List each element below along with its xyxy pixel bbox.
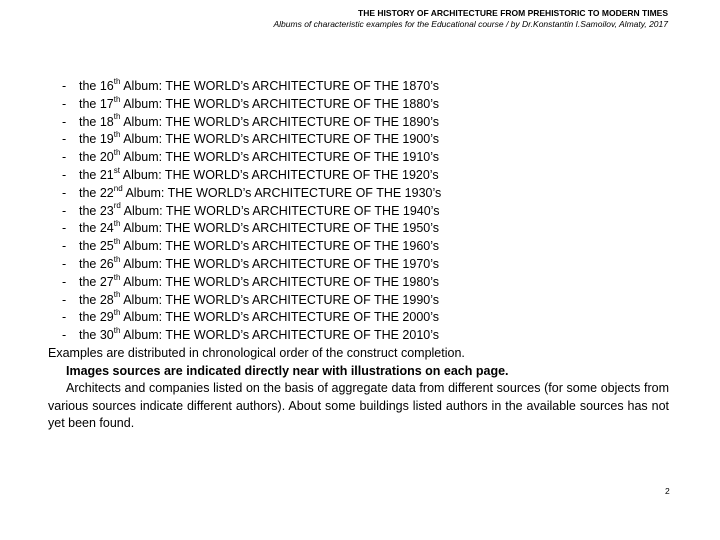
- list-item: [62, 167, 441, 185]
- list-item-text: [79, 327, 439, 345]
- album-title: Album: THE WORLD’s ARCHITECTURE OF THE 1940’s: [120, 203, 440, 218]
- list-item-text: [79, 185, 441, 203]
- album-title: Album: THE WORLD’s ARCHITECTURE OF THE 1900’s: [120, 132, 440, 147]
- album-ordinal-number: the 16: [79, 79, 114, 93]
- list-item-text: [79, 238, 439, 256]
- album-title: Album: THE WORLD’s ARCHITECTURE OF THE 1970’s: [120, 256, 440, 271]
- list-item: [62, 256, 441, 274]
- album-ordinal-number: the 20: [79, 150, 114, 165]
- list-bullet: -: [62, 185, 67, 200]
- album-ordinal-number: the 25: [79, 239, 114, 254]
- list-item: [62, 78, 441, 96]
- album-title: Album: THE WORLD’s ARCHITECTURE OF THE 1930’s: [122, 185, 442, 200]
- album-ordinal-number: the 22: [79, 185, 114, 200]
- body-text: [48, 345, 669, 433]
- album-title: Album: THE WORLD’s ARCHITECTURE OF THE 1910’s: [120, 150, 440, 165]
- list-bullet: -: [62, 167, 67, 182]
- ordinal-suffix: th: [113, 237, 121, 247]
- album-ordinal-number: the 21: [79, 167, 114, 182]
- list-item-text: [79, 220, 439, 238]
- list-item: [62, 327, 441, 345]
- album-list: [62, 78, 441, 345]
- header-subtitle: Albums of characteristic examples for the Educational course / by Dr.Konstantin I.Samoilov, Almaty, 2017: [273, 19, 668, 29]
- ordinal-suffix: th: [113, 308, 121, 318]
- list-bullet: -: [62, 132, 67, 147]
- paragraph-architects: Architects and companies listed on the basis of aggregate data from different sources (for some objects from various sources indicate different authors). About some buildings listed authors in the available sources has not yet been found.: [48, 381, 669, 431]
- list-item-text: [79, 309, 439, 327]
- album-title: Album: THE WORLD’s ARCHITECTURE OF THE 1880’s: [120, 96, 440, 111]
- ordinal-suffix: th: [113, 130, 121, 140]
- list-bullet: -: [62, 96, 67, 111]
- page-number: 2: [665, 486, 670, 496]
- list-item-text: [79, 114, 439, 132]
- album-ordinal-number: the 18: [79, 114, 114, 129]
- ordinal-suffix: th: [113, 326, 121, 335]
- list-bullet: -: [62, 292, 67, 307]
- album-ordinal-number: the 28: [79, 292, 114, 307]
- ordinal-suffix: th: [113, 272, 121, 282]
- list-item: [62, 309, 441, 327]
- album-ordinal-number: the 26: [79, 256, 114, 271]
- ordinal-suffix: th: [113, 219, 121, 229]
- list-item: [62, 149, 441, 167]
- list-item-text: [79, 131, 439, 149]
- list-item-text: [79, 149, 439, 167]
- list-bullet: -: [62, 239, 67, 254]
- list-item-text: [79, 203, 440, 221]
- ordinal-suffix: rd: [113, 201, 121, 211]
- ordinal-suffix: th: [113, 290, 121, 300]
- album-title: Album: THE WORLD’s ARCHITECTURE OF THE 2000’s: [120, 310, 440, 325]
- album-title: Album: THE WORLD’s ARCHITECTURE OF THE 1870’s: [120, 79, 440, 93]
- album-title: Album: THE WORLD’s ARCHITECTURE OF THE 1950’s: [120, 221, 440, 236]
- list-bullet: -: [62, 328, 67, 343]
- album-ordinal-number: the 23: [79, 203, 114, 218]
- list-item-text: [79, 256, 439, 274]
- list-bullet: -: [62, 310, 67, 325]
- album-ordinal-number: the 30: [79, 328, 114, 343]
- ordinal-suffix: th: [113, 94, 121, 104]
- album-ordinal-number: the 27: [79, 274, 114, 289]
- page-header: [274, 8, 669, 30]
- album-ordinal-number: the 17: [79, 96, 114, 111]
- list-bullet: -: [62, 203, 67, 218]
- list-bullet: -: [62, 221, 67, 236]
- ordinal-suffix: nd: [113, 183, 123, 193]
- album-ordinal-number: the 19: [79, 132, 114, 147]
- list-bullet: -: [62, 79, 67, 93]
- list-item: [62, 96, 441, 114]
- ordinal-suffix: th: [113, 76, 121, 86]
- list-item-text: [79, 96, 439, 114]
- list-item: [62, 131, 441, 149]
- list-bullet: -: [62, 114, 67, 129]
- list-item: [62, 292, 441, 310]
- list-item-text: [79, 292, 439, 310]
- list-item: [62, 114, 441, 132]
- list-item: [62, 185, 441, 203]
- list-item-text: [79, 274, 439, 292]
- list-bullet: -: [62, 150, 67, 165]
- album-title: Album: THE WORLD’s ARCHITECTURE OF THE 1960’s: [120, 239, 440, 254]
- list-item: [62, 274, 441, 292]
- album-title: Album: THE WORLD’s ARCHITECTURE OF THE 1890’s: [120, 114, 440, 129]
- list-bullet: -: [62, 256, 67, 271]
- list-bullet: -: [62, 274, 67, 289]
- album-title: Album: THE WORLD’s ARCHITECTURE OF THE 1980’s: [120, 274, 440, 289]
- album-title: Album: THE WORLD’s ARCHITECTURE OF THE 1920’s: [120, 167, 439, 182]
- album-title: Album: THE WORLD’s ARCHITECTURE OF THE 2010’s: [120, 328, 440, 343]
- album-ordinal-number: the 24: [79, 221, 114, 236]
- list-item-text: [79, 78, 439, 96]
- paragraph-image-sources: Images sources are indicated directly near with illustrations on each page.: [66, 363, 509, 378]
- album-title: Album: THE WORLD’s ARCHITECTURE OF THE 1990’s: [120, 292, 440, 307]
- ordinal-suffix: th: [113, 254, 121, 264]
- album-ordinal-number: the 29: [79, 310, 114, 325]
- list-item: [62, 238, 441, 256]
- ordinal-suffix: th: [113, 112, 121, 122]
- paragraph-chronological-order: Examples are distributed in chronological order of the construct completion.: [48, 346, 465, 360]
- header-title: THE HISTORY OF ARCHITECTURE FROM PREHISTORIC TO MODERN TIMES: [358, 8, 668, 18]
- ordinal-suffix: th: [113, 148, 121, 158]
- ordinal-suffix: st: [113, 165, 120, 175]
- list-item: [62, 203, 441, 221]
- list-item: [62, 220, 441, 238]
- list-item-text: [79, 167, 439, 185]
